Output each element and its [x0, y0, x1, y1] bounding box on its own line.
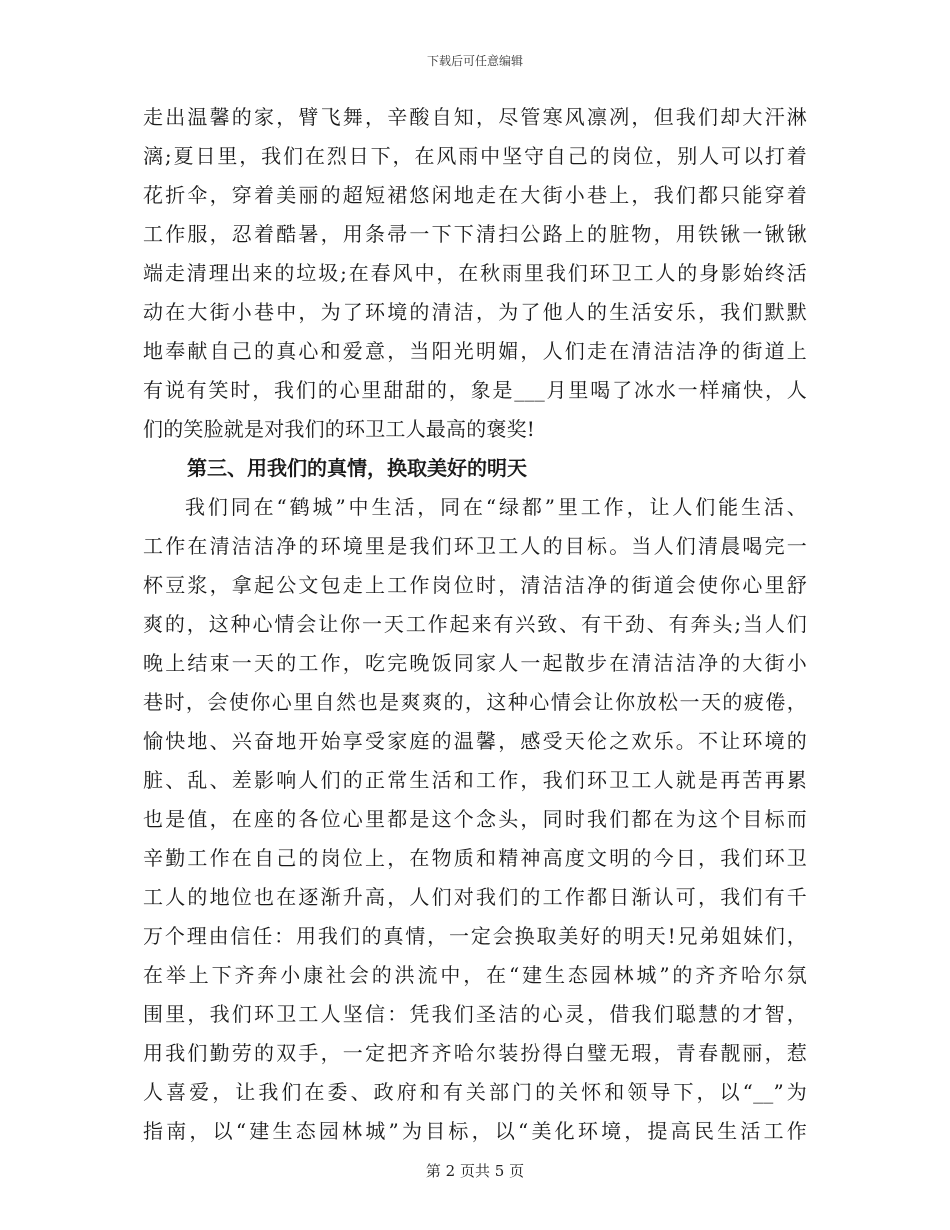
page-header: 下载后可任意编辑 [426, 54, 523, 68]
text-line: 们的笑脸就是对我们的环卫工人最高的褒奖! [143, 417, 536, 441]
text-line: 我们同在“鹤城”中生活，同在“绿都”里工作，让人们能生活、 [185, 495, 807, 519]
text-line: 围里，我们环卫工人坚信：凭我们圣洁的心灵，借我们聪慧的才智， [143, 1002, 807, 1026]
text-line: 地奉献自己的真心和爱意，当阳光明媚，人们走在清洁洁净的街道上 [143, 339, 807, 363]
text-line: 工作服，忍着酷暑，用条帚一下下清扫公路上的脏物，用铁锹一锹锹 [143, 222, 807, 246]
text-line: 晚上结束一天的工作，吃完晚饭同家人一起散步在清洁洁净的大街小 [143, 651, 807, 675]
text-line: 走出温馨的家，臂飞舞，辛酸自知，尽管寒风凛冽，但我们却大汗淋 [143, 105, 807, 129]
text-line: 工人的地位也在逐渐升高，人们对我们的工作都日渐认可，我们有千 [143, 885, 807, 909]
text-line: 工作在清洁洁净的环境里是我们环卫工人的目标。当人们清晨喝完一 [143, 534, 807, 558]
paragraph-1 [143, 98, 807, 449]
text-line: 巷时，会使你心里自然也是爽爽的，这种心情会让你放松一天的疲倦， [143, 690, 807, 714]
text-line: 用我们勤劳的双手，一定把齐齐哈尔装扮得白璧无瑕，青春靓丽，惹 [143, 1041, 807, 1065]
text-line: 愉快地、兴奋地开始享受家庭的温馨，感受天伦之欢乐。不让环境的 [143, 729, 807, 753]
text-line: 人喜爱，让我们在委、政府和有关部门的关怀和领导下，以“__”为 [143, 1080, 807, 1104]
text-line: 杯豆浆，拿起公文包走上工作岗位时，清洁洁净的街道会使你心里舒 [143, 573, 807, 597]
document-body [143, 98, 807, 1151]
paragraph-2 [143, 488, 807, 1151]
text-line: 也是值，在座的各位心里都是这个念头，同时我们都在为这个目标而 [143, 807, 807, 831]
text-line: 端走清理出来的垃圾;在春风中，在秋雨里我们环卫工人的身影始终活 [143, 261, 807, 285]
text-line: 动在大街小巷中，为了环境的清洁，为了他人的生活安乐，我们默默 [143, 300, 807, 324]
text-line: 爽的，这种心情会让你一天工作起来有兴致、有干劲、有奔头;当人们 [143, 612, 807, 636]
text-line: 脏、乱、差影响人们的正常生活和工作，我们环卫工人就是再苦再累 [143, 768, 807, 792]
text-line: 万个理由信任：用我们的真情，一定会换取美好的明天!兄弟姐妹们， [143, 924, 807, 948]
text-line: 辛勤工作在自己的岗位上，在物质和精神高度文明的今日，我们环卫 [143, 846, 807, 870]
page-footer: 第 2 页共 5 页 [425, 1162, 525, 1180]
text-line: 花折伞，穿着美丽的超短裙悠闲地走在大街小巷上，我们都只能穿着 [143, 183, 807, 207]
text-line: 有说有笑时，我们的心里甜甜的，象是___月里喝了冰水一样痛快，人 [143, 378, 807, 402]
text-line: 在举上下齐奔小康社会的洪流中，在“建生态园林城”的齐齐哈尔氛 [143, 963, 807, 987]
section-heading: 第三、用我们的真情，换取美好的明天 [187, 456, 527, 480]
text-line: 漓;夏日里，我们在烈日下，在风雨中坚守自己的岗位，别人可以打着 [143, 144, 807, 168]
text-line: 指南，以“建生态园林城”为目标，以“美化环境，提高民生活工作 [143, 1119, 807, 1143]
